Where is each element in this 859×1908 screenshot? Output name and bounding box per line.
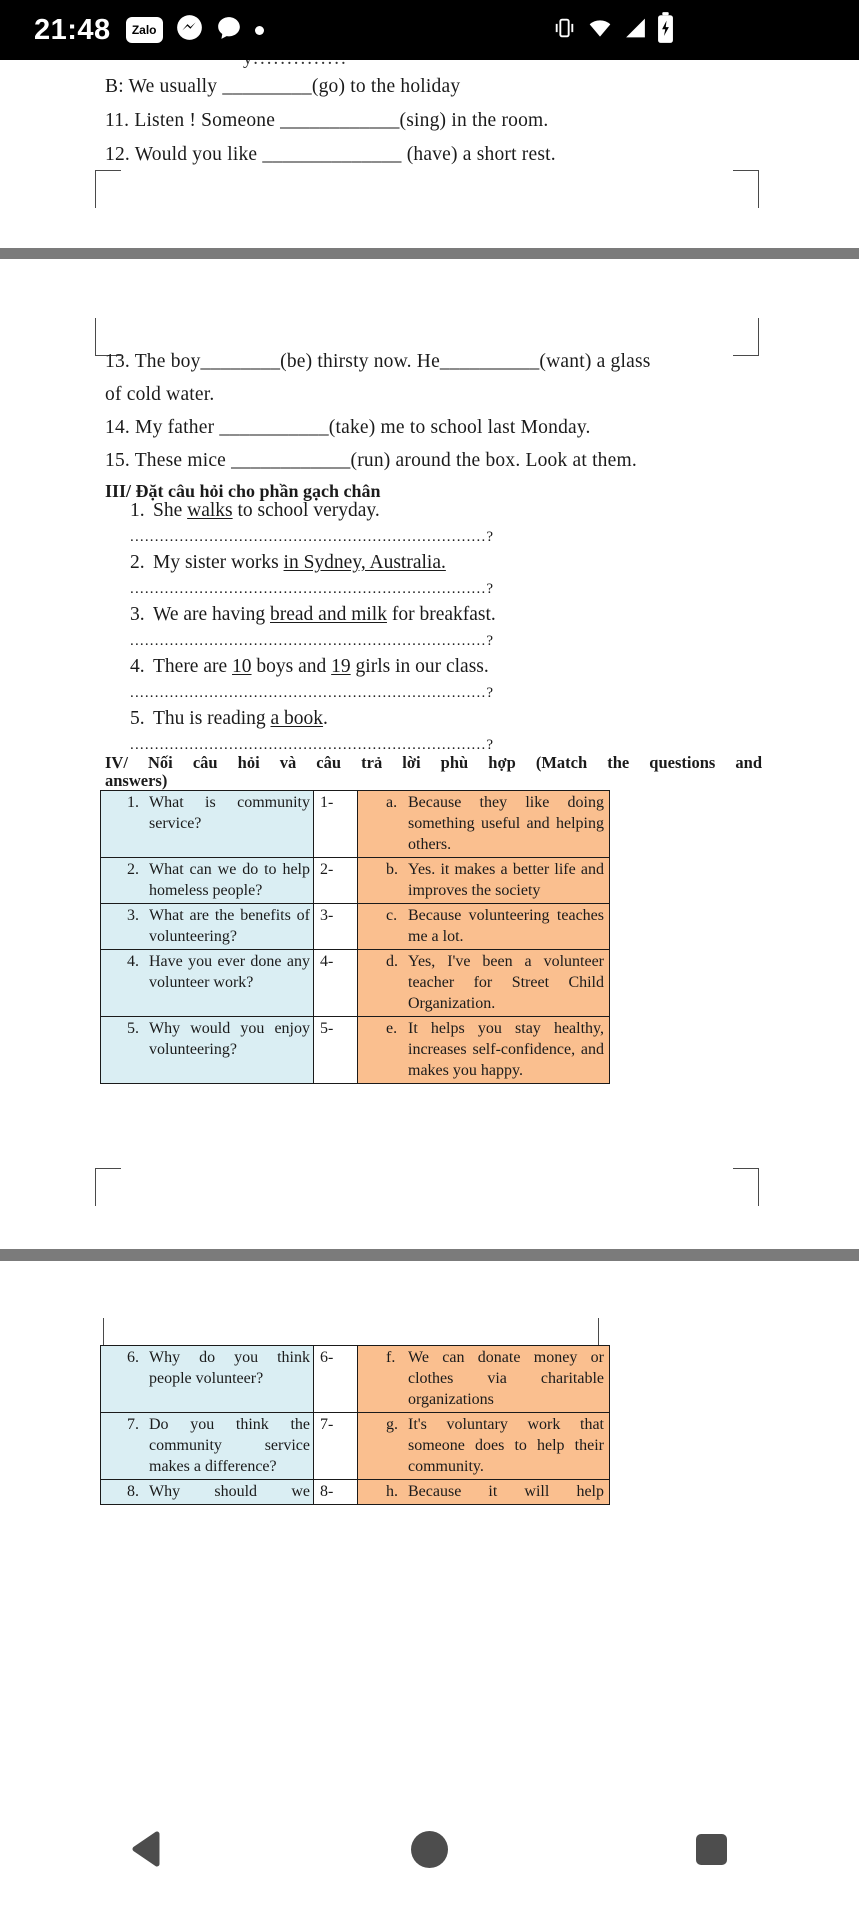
home-button[interactable]	[411, 1831, 448, 1868]
match-table-page2	[100, 790, 610, 1084]
notification-dot-icon	[255, 26, 264, 35]
answer-letter: g.	[386, 1416, 398, 1433]
exercise-line: 14. My father ___________(take) me to school last Monday.	[105, 417, 591, 438]
question-item	[130, 652, 730, 682]
page-corner-mark	[733, 318, 759, 356]
battery-charging-icon	[657, 12, 674, 49]
match-slot: 6-	[314, 1346, 358, 1413]
answer-letter: c.	[386, 907, 398, 924]
exercise-line: 12. Would you like ______________ (have) a short rest.	[105, 144, 556, 165]
answer-letter: f.	[386, 1349, 396, 1366]
page-separator	[0, 248, 859, 259]
question-number: 2.	[130, 552, 145, 573]
status-time: 21:48	[34, 13, 111, 46]
table-row	[101, 791, 610, 858]
cellular-signal-icon	[623, 15, 648, 46]
answer-text: Because volunteering teaches me a lot.	[408, 907, 604, 945]
page-corner-mark	[103, 1318, 127, 1346]
table-row	[101, 904, 610, 950]
question-text: Why do you think people volunteer?	[149, 1349, 310, 1387]
section3-title: III/ Đặt câu hỏi cho phần gạch chân	[105, 481, 381, 501]
answer-text: It helps you stay healthy, increases self-confidence, and makes you happy.	[408, 1020, 604, 1079]
table-row	[101, 950, 610, 1017]
answer-blank-line: ........................................................................?	[130, 581, 495, 597]
page-corner-mark	[95, 1168, 121, 1206]
page-corner-mark	[575, 1318, 599, 1346]
page-corner-mark	[733, 1168, 759, 1206]
match-table-page3	[100, 1345, 610, 1505]
match-slot: 4-	[314, 950, 358, 1017]
back-button[interactable]	[128, 1830, 162, 1873]
question-number: 1.	[130, 500, 145, 521]
question-item	[130, 496, 730, 526]
question-number: 8.	[127, 1483, 139, 1500]
match-slot: 5-	[314, 1017, 358, 1084]
exercise-lines-page2	[105, 345, 651, 477]
answer-blank-line: ........................................................................?	[130, 633, 495, 649]
question-text: Why should we	[149, 1483, 310, 1500]
question-item	[130, 548, 730, 578]
question-item	[130, 704, 730, 734]
answer-text: It's voluntary work that someone does to help their community.	[408, 1416, 604, 1475]
exercise-line: 15. These mice ____________(run) around the box. Look at them.	[105, 450, 637, 471]
chat-notification-icon	[216, 15, 242, 46]
answer-text: Because they like doing something useful and helping others.	[408, 794, 604, 853]
match-slot: 2-	[314, 858, 358, 904]
answer-letter: d.	[386, 953, 398, 970]
answer-text: Yes. it makes a better life and improves the society	[408, 861, 604, 899]
answer-letter: a.	[386, 794, 398, 811]
match-slot: 8-	[314, 1480, 358, 1505]
question-number: 7.	[127, 1416, 139, 1433]
table-row	[101, 1480, 610, 1505]
match-slot: 7-	[314, 1413, 358, 1480]
page-corner-mark	[95, 170, 121, 208]
recents-button[interactable]	[696, 1834, 727, 1865]
question-text: She walks to school veryday.	[153, 500, 380, 521]
answer-blank-line: ........................................................................?	[130, 737, 495, 753]
question-number: 2.	[127, 861, 139, 878]
section4-title: IV/ Nối câu hỏi và câu trả lời phù hợp (Match the questions and answers)	[105, 753, 762, 790]
exercise-line: 13. The boy________(be) thirsty now. He__________(want) a glass	[105, 351, 651, 372]
table-row	[101, 1346, 610, 1413]
question-text: There are 10 boys and 19 girls in our class.	[153, 656, 489, 677]
exercise-line: 11. Listen ! Someone ____________(sing) in the room.	[105, 110, 549, 131]
page-corner-mark	[733, 170, 759, 208]
question-text: Have you ever done any volunteer work?	[149, 953, 310, 991]
question-item	[130, 600, 730, 630]
question-text: Why would you enjoy volunteering?	[149, 1020, 310, 1058]
exercise-line: of cold water.	[105, 384, 215, 405]
page-separator	[0, 1249, 859, 1261]
answer-letter: h.	[386, 1483, 398, 1500]
wifi-icon	[586, 15, 614, 46]
question-number: 5.	[130, 708, 145, 729]
match-slot: 3-	[314, 904, 358, 950]
question-text: Thu is reading a book.	[153, 708, 328, 729]
question-number: 5.	[127, 1020, 139, 1037]
answer-text: We can donate money or clothes via charitable organizations	[408, 1349, 604, 1408]
question-text: What are the benefits of volunteering?	[149, 907, 310, 945]
table-row	[101, 1017, 610, 1084]
clipped-text-fragment	[243, 59, 443, 70]
exercise-line: B: We usually _________(go) to the holiday	[105, 76, 461, 97]
question-number: 6.	[127, 1349, 139, 1366]
question-text: What is community service?	[149, 794, 310, 832]
section3-question-list	[130, 496, 730, 756]
table-row	[101, 1413, 610, 1480]
answer-text: Because it will help	[408, 1483, 604, 1500]
question-text: My sister works in Sydney, Australia.	[153, 552, 446, 573]
answer-blank-line: ........................................................................?	[130, 685, 495, 701]
match-slot: 1-	[314, 791, 358, 858]
question-text: We are having bread and milk for breakfast.	[153, 604, 496, 625]
match-table-page3-clip	[100, 1345, 615, 1500]
question-text: Do you think the community service makes a difference?	[149, 1416, 310, 1475]
answer-letter: e.	[386, 1020, 398, 1037]
exercise-lines-page1	[105, 70, 556, 172]
question-number: 1.	[127, 794, 139, 811]
question-number: 4.	[127, 953, 139, 970]
zalo-notification-icon: Zalo	[126, 17, 163, 43]
answer-blank-line: ........................................................................?	[130, 529, 495, 545]
vibrate-icon	[552, 15, 577, 46]
messenger-notification-icon	[176, 14, 203, 46]
question-text: What can we do to help homeless people?	[149, 861, 310, 899]
table-row	[101, 858, 610, 904]
status-bar	[0, 0, 859, 60]
question-number: 3.	[127, 907, 139, 924]
question-number: 4.	[130, 656, 145, 677]
answer-text: Yes, I've been a volunteer teacher for Street Child Organization.	[408, 953, 604, 1012]
answer-letter: b.	[386, 861, 398, 878]
question-number: 3.	[130, 604, 145, 625]
